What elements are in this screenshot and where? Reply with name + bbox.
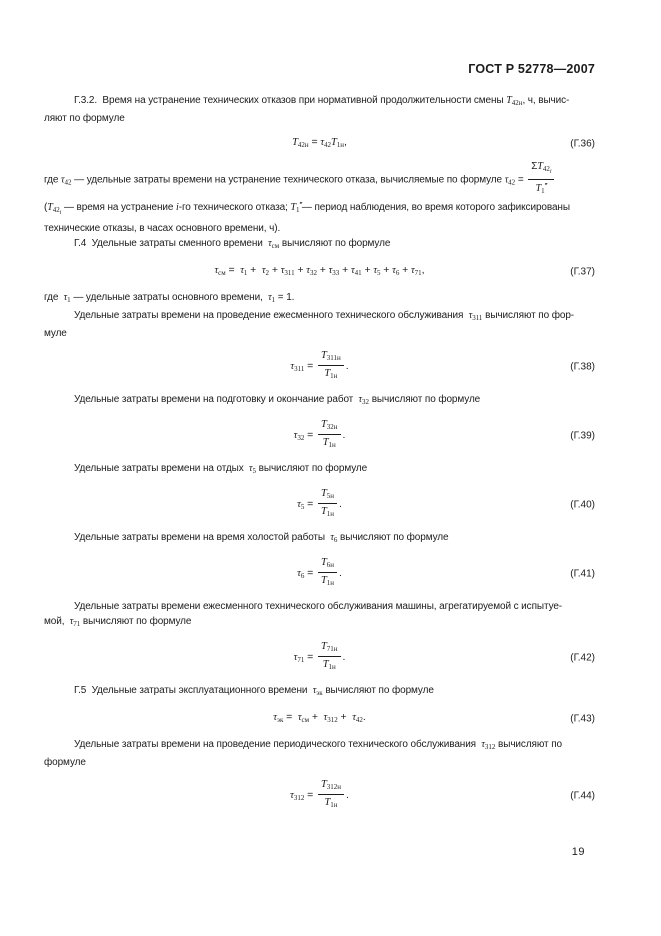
variable: T [322, 437, 329, 448]
text-run: + [337, 711, 353, 723]
variable: τ [352, 712, 356, 723]
variable: τ [268, 238, 272, 249]
subscript: 1н [328, 441, 336, 449]
variable: τ [306, 265, 310, 276]
formula-row [44, 557, 595, 590]
text-run: + [361, 264, 374, 276]
variable: T [321, 557, 327, 568]
formula-row [44, 710, 595, 728]
formula [297, 488, 342, 518]
text-run: вычисляют по формуле [369, 394, 481, 405]
text-run: + [380, 264, 393, 276]
subscript: эк [276, 716, 284, 724]
text-run: вычисляют по формуле [279, 238, 391, 249]
text-run: = [304, 429, 316, 442]
paragraph [44, 290, 595, 308]
fraction-numerator [318, 418, 341, 435]
variable: τ [248, 463, 253, 474]
text-run: = [283, 711, 298, 723]
variable: τ [328, 265, 333, 276]
formula-number: (Г.37) [570, 266, 595, 278]
fraction-numerator [318, 556, 337, 573]
fraction-denominator [318, 504, 337, 520]
variable: τ [330, 532, 334, 543]
subscript: 312 [293, 794, 305, 803]
text-run: + [309, 711, 324, 723]
paragraph [44, 599, 595, 632]
formula [297, 557, 342, 587]
text-run: Удельные затраты времени ежесменного технического обслуживания машины, агрегатируемой с испытуе- [74, 601, 563, 612]
subscript: 32 [309, 269, 317, 277]
text-run: технические отказы, в часах основного времени, ч). [44, 223, 281, 234]
subscript: 32 [297, 434, 305, 443]
fraction-numerator [318, 778, 344, 795]
variable: T [321, 350, 327, 361]
variable: τ [392, 265, 396, 276]
subscript: 312 [327, 716, 338, 724]
variable: τ [297, 568, 301, 580]
subscript: 32 [362, 398, 370, 406]
subscript: см [218, 269, 226, 277]
fraction [318, 418, 341, 451]
variable: τ [273, 712, 277, 723]
variable: T [290, 202, 296, 213]
text-run: . [339, 498, 342, 511]
text-run: + [247, 264, 262, 276]
variable: τ [312, 685, 317, 696]
fraction-denominator [318, 435, 341, 451]
variable: τ [290, 790, 294, 802]
variable: τ [63, 292, 68, 303]
variable: i [176, 202, 179, 213]
subscript: 1н [330, 801, 338, 809]
formula-row [44, 641, 595, 674]
formula [214, 264, 424, 276]
subscript: 6 [395, 269, 400, 277]
paragraph [44, 308, 595, 341]
subscript: 311 [472, 314, 483, 322]
formula [290, 779, 349, 809]
variable: T [506, 95, 512, 106]
text-run: Г.4 Удельные затраты сменного времени [74, 238, 269, 249]
text-run: Удельные затраты времени на проведение периодического технического обслуживания [74, 739, 482, 750]
text-run: ( [44, 202, 48, 213]
variable: τ [468, 310, 473, 321]
paragraph [44, 236, 595, 254]
document-body [44, 93, 595, 812]
subscript: 1н [326, 510, 334, 518]
variable: T [321, 506, 327, 517]
variable: τ [268, 292, 272, 303]
variable: τ [240, 265, 244, 276]
paragraph [44, 93, 595, 126]
text-run: муле [44, 328, 67, 339]
variable: τ [481, 739, 485, 750]
sub-subscript: i [549, 169, 552, 175]
text-run: , [421, 264, 425, 276]
subscript: 1 [541, 187, 545, 195]
variable: τ [323, 712, 328, 723]
variable: T [537, 161, 543, 172]
text-run: . [342, 651, 346, 664]
text-run: Удельные затраты времени на проведение ежесменного технического обслуживания [74, 310, 469, 321]
superscript: ′′′ [544, 183, 548, 190]
formula-row [44, 263, 595, 281]
fraction [318, 640, 341, 673]
subscript: 5н [326, 492, 334, 500]
subscript: 5 [300, 503, 305, 512]
variable: T [321, 641, 327, 652]
subscript: 5 [252, 467, 256, 475]
subscript: см [301, 716, 310, 724]
variable: τ [358, 394, 363, 405]
subscript: 312н [326, 783, 341, 791]
text-run: — время на устранение [61, 202, 177, 213]
fraction [318, 349, 344, 382]
subscript: 6н [326, 561, 334, 569]
subscript: 32н [326, 423, 338, 431]
subscript: 42 [324, 141, 331, 149]
text-run: , ч, вычис- [522, 95, 570, 106]
paragraph [44, 162, 595, 198]
subscript: 311н [326, 354, 341, 362]
subscript: 1н [326, 579, 334, 587]
subscript: 312 [484, 743, 496, 751]
text-run: = [225, 264, 241, 276]
document-header: ГОСТ Р 52778—2007 [468, 62, 595, 76]
text-run: Σ [531, 161, 538, 172]
formula-number: (Г.42) [570, 652, 595, 663]
fraction-denominator [318, 657, 341, 673]
text-run: Г.5 Удельные затраты эксплуатационного времени [74, 685, 313, 696]
paragraph [44, 737, 595, 770]
variable: T [292, 137, 298, 148]
subscript: 1н [336, 141, 344, 149]
fraction-numerator [318, 487, 337, 504]
formula-row [44, 779, 595, 812]
variable: τ [214, 265, 219, 276]
variable: T [321, 488, 327, 499]
text-run: — удельные затраты основного времени, [70, 292, 269, 303]
subscript: см [271, 242, 280, 250]
formula [273, 711, 365, 723]
variable: τ [290, 361, 295, 373]
variable: T [331, 137, 337, 148]
fraction-numerator [318, 640, 341, 657]
text-run: вычисляют по формуле [337, 532, 449, 543]
text-run: — удельные затраты времени на устранение технического отказа, вычисляемые по формуле [71, 174, 505, 186]
subscript: 311 [284, 269, 295, 277]
subscript: 42 [355, 716, 363, 724]
subscript: 6 [300, 572, 305, 581]
text-run: . [339, 567, 342, 580]
variable: τ [280, 265, 285, 276]
text-run: + [399, 264, 411, 276]
variable: τ [320, 137, 324, 148]
formula-number: (Г.43) [570, 713, 595, 725]
fraction-denominator [528, 180, 554, 197]
text-run: вычисляют по формуле [322, 685, 434, 696]
text-run: = [304, 789, 316, 802]
subscript: 71н [326, 645, 338, 653]
formula [292, 136, 347, 148]
text-run: вычисляют по фор- [482, 310, 575, 321]
text-run: . [362, 711, 366, 723]
formula-row [44, 350, 595, 383]
variable: T [324, 368, 331, 379]
subscript: 42 [52, 206, 60, 214]
variable: τ [60, 174, 65, 186]
text-run: -го технического отказа; [178, 202, 291, 213]
page-number: 19 [571, 846, 585, 858]
variable: τ [350, 265, 355, 276]
text-run: + [316, 264, 329, 276]
subscript: 33 [332, 269, 340, 277]
subscript: 1н [328, 663, 336, 671]
fraction [318, 778, 344, 811]
text-run: + [294, 264, 307, 276]
fraction [528, 161, 554, 197]
fraction-numerator [528, 161, 554, 180]
formula-row [44, 135, 595, 153]
formula-number: (Г.40) [570, 499, 595, 510]
variable: τ [297, 499, 301, 511]
text-run: = [308, 136, 321, 148]
variable: τ [261, 265, 266, 276]
paragraph [44, 683, 595, 701]
formula-number: (Г.36) [570, 138, 595, 150]
formula [293, 419, 346, 449]
paragraph [44, 530, 595, 548]
formula-row [44, 419, 595, 452]
text-run: = 1. [275, 292, 295, 303]
text-run: Удельные затраты времени на подготовку и окончание работ [74, 394, 359, 405]
formula-row [44, 488, 595, 521]
subscript: эк [316, 689, 323, 697]
fraction-denominator [318, 573, 337, 589]
subscript: 42 [64, 178, 72, 187]
subscript: 42н [297, 141, 309, 149]
text-run: . [346, 789, 349, 802]
text-run: Г.3.2. Время на устранение технических отказов при нормативной продолжительности смены [74, 95, 507, 106]
paragraph [44, 198, 595, 236]
subscript: 1 [243, 269, 248, 277]
variable: τ [69, 616, 74, 627]
paragraph [44, 461, 595, 479]
fraction-denominator [318, 366, 344, 382]
text-run: где [44, 174, 61, 186]
variable: T [47, 202, 53, 213]
subscript: 71 [297, 656, 305, 665]
text-run: . [342, 429, 346, 442]
text-run: Удельные затраты времени на время холостой работы [74, 532, 331, 543]
formula-number: (Г.41) [570, 568, 595, 579]
text-run: = [304, 567, 316, 580]
subscript: 311 [294, 365, 305, 374]
fraction [318, 487, 337, 520]
fraction-numerator [318, 349, 344, 366]
fraction [318, 556, 337, 589]
formula-number: (Г.39) [570, 430, 595, 441]
subscript: 41 [354, 269, 362, 277]
subscript: 1н [330, 372, 338, 380]
variable: T [322, 659, 329, 670]
text-run: + [269, 264, 281, 276]
fraction-denominator [318, 795, 344, 811]
subscript: 1 [295, 206, 300, 214]
text-run: . [345, 360, 349, 373]
variable: T [321, 575, 327, 586]
text-run: вычисляют по формуле [80, 616, 192, 627]
text-run: — период наблюдения, во время которого зафиксированы [301, 202, 570, 213]
text-run: вычисляют по [495, 739, 562, 750]
subscript: 71 [414, 269, 422, 277]
variable: T [324, 797, 331, 808]
paragraph [44, 392, 595, 410]
subscript: 42 [542, 165, 550, 173]
variable: τ [504, 174, 509, 186]
text-run: вычисляют по формуле [255, 463, 368, 474]
variable: τ [297, 712, 302, 723]
subscript: 42 [508, 178, 516, 187]
formula [293, 641, 346, 671]
text-run: Удельные затраты времени на отдых [74, 463, 249, 474]
subscript: 6 [333, 536, 338, 544]
sub-subscript: i [59, 210, 62, 216]
variable: T [321, 419, 327, 430]
subscript: 5 [376, 269, 381, 277]
subscript: 71 [73, 620, 81, 628]
subscript: 2 [265, 269, 270, 277]
text-run: ляют по формуле [44, 113, 125, 124]
text-run: = [304, 651, 316, 664]
text-run: где [44, 292, 64, 303]
text-run: + [339, 264, 351, 276]
variable: τ [293, 652, 298, 664]
variable: τ [411, 265, 415, 276]
variable: T [535, 183, 542, 194]
text-run: формуле [44, 757, 86, 768]
text-run: = [304, 360, 316, 373]
subscript: 1 [67, 296, 71, 304]
text-run: = [304, 498, 316, 511]
subscript: 42н [511, 99, 523, 107]
superscript: ′′′ [299, 202, 302, 209]
text-run: = [515, 174, 527, 186]
variable: τ [373, 265, 377, 276]
formula [290, 350, 349, 380]
text-run: мой, [44, 616, 70, 627]
text-run: , [344, 136, 347, 148]
variable: τ [293, 430, 298, 442]
subscript: 1 [271, 296, 276, 304]
variable: T [321, 779, 327, 790]
formula-number: (Г.44) [570, 790, 595, 801]
formula-number: (Г.38) [570, 361, 595, 372]
